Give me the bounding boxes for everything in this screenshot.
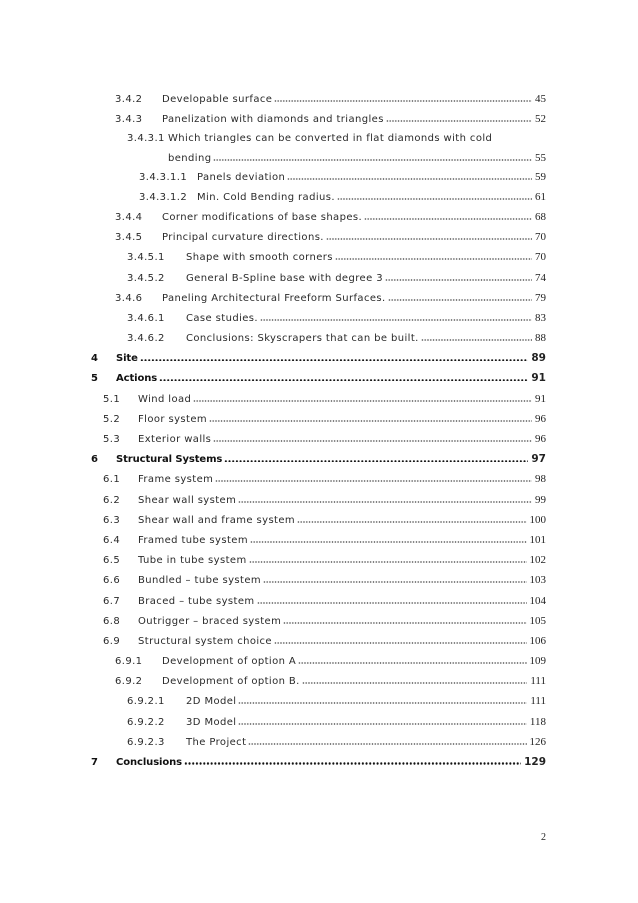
- dot-leader: [283, 622, 526, 624]
- section-number: 6.5: [103, 555, 121, 567]
- section-title: General B-Spline base with degree 3: [186, 272, 383, 284]
- toc-entry-line: [0, 712, 546, 732]
- dot-leader: [238, 501, 532, 503]
- page-reference: 91: [531, 372, 546, 385]
- section-number: 3.4.3.1: [127, 133, 165, 145]
- toc-entry-line: [0, 490, 546, 510]
- toc-entry: [0, 187, 546, 207]
- toc-entry-line: [0, 348, 546, 368]
- page-reference: 103: [529, 574, 546, 587]
- section-title: Conclusions: [116, 757, 183, 768]
- toc-entry-line: [0, 167, 546, 187]
- dot-leader: [250, 541, 527, 543]
- toc-entry-line: [0, 449, 546, 469]
- section-title: Actions: [116, 373, 158, 385]
- toc-entry: [0, 288, 546, 308]
- section-number: 6.8: [103, 615, 121, 627]
- section-title: Development of option B.: [162, 676, 300, 688]
- section-title: Developable surface: [162, 94, 273, 105]
- toc-entry: [0, 671, 546, 691]
- dot-leader: [215, 480, 532, 482]
- dot-leader: [260, 319, 532, 321]
- page-reference: 106: [529, 634, 546, 647]
- page-reference: 89: [531, 352, 546, 365]
- dot-leader: [274, 642, 527, 644]
- dot-leader: [335, 258, 532, 260]
- page-reference: 97: [531, 453, 546, 466]
- page-reference: 98: [535, 473, 546, 486]
- section-number: 3.4.5.2: [127, 272, 165, 284]
- section-number: 3.4.6: [115, 292, 143, 304]
- dot-leader: [184, 762, 521, 765]
- section-number: 6.9.1: [115, 656, 143, 668]
- page-reference: 101: [529, 533, 546, 546]
- toc-entry: [0, 611, 546, 631]
- section-title: Development of option A: [162, 656, 297, 668]
- dot-leader: [297, 521, 526, 523]
- section-title: Corner modifications of base shapes.: [162, 211, 363, 223]
- toc-entry: [0, 449, 546, 469]
- dot-leader: [298, 662, 526, 664]
- section-number: 6.1: [103, 474, 121, 486]
- section-number: 3.4.2: [115, 94, 143, 105]
- dot-leader: [224, 460, 528, 463]
- toc-entry-line: [0, 591, 546, 611]
- toc-entry: [0, 591, 546, 611]
- section-title: Which triangles can be converted in flat diamonds with cold: [168, 133, 493, 145]
- page-reference: 70: [535, 251, 546, 264]
- section-title: Case studies.: [186, 312, 258, 324]
- page-reference: 45: [535, 93, 546, 105]
- toc-entry: [0, 89, 546, 109]
- section-number: 3.4.5.1: [127, 252, 165, 264]
- section-number: 6.9.2: [115, 676, 143, 688]
- toc-entry-line: [0, 409, 546, 429]
- toc-entry-line: [0, 631, 546, 651]
- section-title: 3D Model: [186, 716, 237, 728]
- dot-leader: [193, 400, 532, 402]
- section-number: 6.9.2.3: [127, 736, 165, 748]
- dot-leader: [213, 440, 532, 442]
- toc-entry: [0, 227, 546, 247]
- section-number: 6.9.2.2: [127, 716, 165, 728]
- section-number: 3.4.3: [115, 114, 143, 126]
- toc-entry: [0, 389, 546, 409]
- toc-entry: [0, 712, 546, 732]
- section-number: 3.4.5: [115, 232, 143, 244]
- page-reference: 96: [535, 412, 546, 425]
- section-title: Min. Cold Bending radius.: [197, 191, 335, 203]
- dot-leader: [302, 682, 528, 684]
- section-number: 6.9.2.1: [127, 696, 165, 708]
- toc-entry: [0, 109, 546, 129]
- dot-leader: [248, 743, 526, 745]
- section-number: 5.3: [103, 434, 121, 445]
- dot-leader: [386, 120, 532, 122]
- section-title: Paneling Architectural Freeform Surfaces.: [162, 292, 386, 304]
- section-title: Structural Systems: [116, 454, 223, 466]
- section-title: Panels deviation: [197, 171, 286, 183]
- section-title: Wind load: [138, 393, 192, 405]
- page-reference: 111: [530, 695, 546, 708]
- section-number: 5.1: [103, 393, 121, 405]
- toc-entry-line: [0, 129, 546, 149]
- section-title: 2D Model: [186, 696, 237, 708]
- section-number: 7: [91, 757, 98, 768]
- page-reference: 96: [535, 433, 546, 445]
- dot-leader: [287, 178, 532, 180]
- dot-leader: [238, 723, 526, 725]
- page-reference: 118: [529, 715, 546, 728]
- page-reference: 126: [529, 735, 546, 748]
- toc-entry: [0, 308, 546, 328]
- toc-entry: [0, 510, 546, 530]
- section-title: Framed tube system: [138, 534, 248, 546]
- table-of-contents: [0, 89, 546, 772]
- toc-entry-line: [0, 109, 546, 129]
- page-reference: 74: [535, 271, 546, 284]
- section-title: Frame system: [138, 474, 214, 486]
- section-number: 6.3: [103, 514, 121, 526]
- toc-entry-line: [0, 510, 546, 530]
- section-number: 6: [91, 454, 98, 466]
- section-title: Exterior walls: [138, 434, 212, 445]
- section-title: Shape with smooth corners: [186, 252, 333, 264]
- section-number: 3.4.6.1: [127, 312, 165, 324]
- toc-entry-line: [0, 150, 546, 167]
- section-title: Tube in tube system: [138, 555, 247, 567]
- dot-leader: [238, 702, 527, 704]
- dot-leader: [257, 602, 527, 604]
- toc-entry: [0, 409, 546, 429]
- toc-entry: [0, 631, 546, 651]
- page-reference: 55: [535, 151, 546, 164]
- section-title-continued: bending: [168, 152, 212, 164]
- toc-entry: [0, 550, 546, 570]
- toc-entry: [0, 469, 546, 489]
- toc-entry-line: [0, 89, 546, 109]
- section-number: 5.2: [103, 413, 121, 425]
- toc-entry: [0, 348, 546, 368]
- toc-entry: [0, 207, 546, 227]
- page-number: 2: [541, 832, 546, 843]
- toc-entry-line: [0, 550, 546, 570]
- toc-entry-line: [0, 247, 546, 267]
- toc-entry: [0, 490, 546, 510]
- toc-entry: [0, 732, 546, 752]
- section-number: 5: [91, 373, 98, 385]
- toc-entry: [0, 268, 546, 288]
- dot-leader: [249, 561, 527, 563]
- section-number: 4: [91, 353, 98, 365]
- page-reference: 99: [535, 493, 546, 506]
- dot-leader: [263, 581, 526, 583]
- section-number: 3.4.3.1.1: [139, 171, 188, 183]
- toc-entry: [0, 570, 546, 590]
- page-reference: 70: [535, 231, 546, 244]
- section-number: 3.4.6.2: [127, 333, 165, 345]
- toc-entry: [0, 328, 546, 348]
- page-reference: 61: [535, 190, 546, 203]
- section-title: Floor system: [138, 413, 208, 425]
- section-number: 3.4.4: [115, 211, 143, 223]
- dot-leader: [421, 339, 532, 341]
- toc-entry: [0, 247, 546, 267]
- toc-entry: [0, 530, 546, 550]
- page-reference: 59: [535, 170, 546, 183]
- page-reference: 100: [529, 513, 546, 526]
- page-reference: 109: [529, 655, 546, 668]
- toc-entry-line: [0, 570, 546, 590]
- section-title: Shear wall and frame system: [138, 514, 296, 526]
- toc-entry-line: [0, 691, 546, 711]
- dot-leader: [159, 379, 528, 382]
- toc-entry: [0, 691, 546, 711]
- page-reference: 83: [535, 311, 546, 324]
- page-reference: 102: [529, 554, 546, 567]
- toc-entry-line: [0, 389, 546, 409]
- toc-entry-line: [0, 308, 546, 328]
- toc-entry: [0, 429, 546, 449]
- dot-leader: [326, 238, 532, 240]
- page-reference: 52: [535, 113, 546, 126]
- section-title: Shear wall system: [138, 494, 237, 506]
- toc-entry-line: [0, 207, 546, 227]
- page-reference: 88: [535, 332, 546, 345]
- section-title: Panelization with diamonds and triangles: [162, 114, 384, 126]
- toc-entry-line: [0, 671, 546, 691]
- toc-entry: [0, 651, 546, 671]
- dot-leader: [337, 198, 532, 200]
- toc-entry-line: [0, 328, 546, 348]
- dot-leader: [213, 159, 532, 161]
- toc-entry-line: [0, 429, 546, 449]
- dot-leader: [364, 218, 532, 220]
- toc-entry-line: [0, 732, 546, 752]
- toc-entry-line: [0, 368, 546, 388]
- toc-entry: [0, 752, 546, 772]
- toc-entry-line: [0, 187, 546, 207]
- page-reference: 79: [535, 291, 546, 304]
- section-title: Site: [116, 353, 138, 365]
- dot-leader: [140, 359, 529, 362]
- dot-leader: [274, 100, 532, 102]
- toc-entry-line: [0, 611, 546, 631]
- section-title: Bundled – tube system: [138, 575, 262, 587]
- dot-leader: [388, 299, 532, 301]
- toc-entry-line: [0, 651, 546, 671]
- toc-entry-line: [0, 469, 546, 489]
- page-reference: 68: [535, 210, 546, 223]
- toc-entry: [0, 129, 546, 166]
- page-reference: 91: [535, 392, 546, 405]
- section-number: 6.6: [103, 575, 121, 587]
- page-reference: 104: [529, 594, 546, 607]
- page-reference: 129: [524, 756, 546, 768]
- toc-entry-line: [0, 752, 546, 772]
- page-reference: 105: [529, 614, 546, 627]
- section-number: 6.7: [103, 595, 121, 607]
- section-number: 6.2: [103, 494, 121, 506]
- section-title: Principal curvature directions.: [162, 232, 324, 244]
- toc-entry-line: [0, 227, 546, 247]
- toc-entry-line: [0, 288, 546, 308]
- toc-entry: [0, 368, 546, 388]
- toc-entry-line: [0, 530, 546, 550]
- toc-entry: [0, 167, 546, 187]
- dot-leader: [209, 420, 532, 422]
- section-number: 6.9: [103, 635, 121, 647]
- section-title: Braced – tube system: [138, 595, 255, 607]
- section-number: 6.4: [103, 534, 121, 546]
- section-number: 3.4.3.1.2: [139, 191, 188, 203]
- toc-entry-line: [0, 268, 546, 288]
- section-title: The Project: [186, 736, 247, 748]
- section-title: Conclusions: Skyscrapers that can be built.: [186, 333, 419, 345]
- page-reference: 111: [530, 675, 546, 688]
- section-title: Outrigger – braced system: [138, 615, 282, 627]
- section-title: Structural system choice: [138, 635, 272, 647]
- dot-leader: [385, 279, 532, 281]
